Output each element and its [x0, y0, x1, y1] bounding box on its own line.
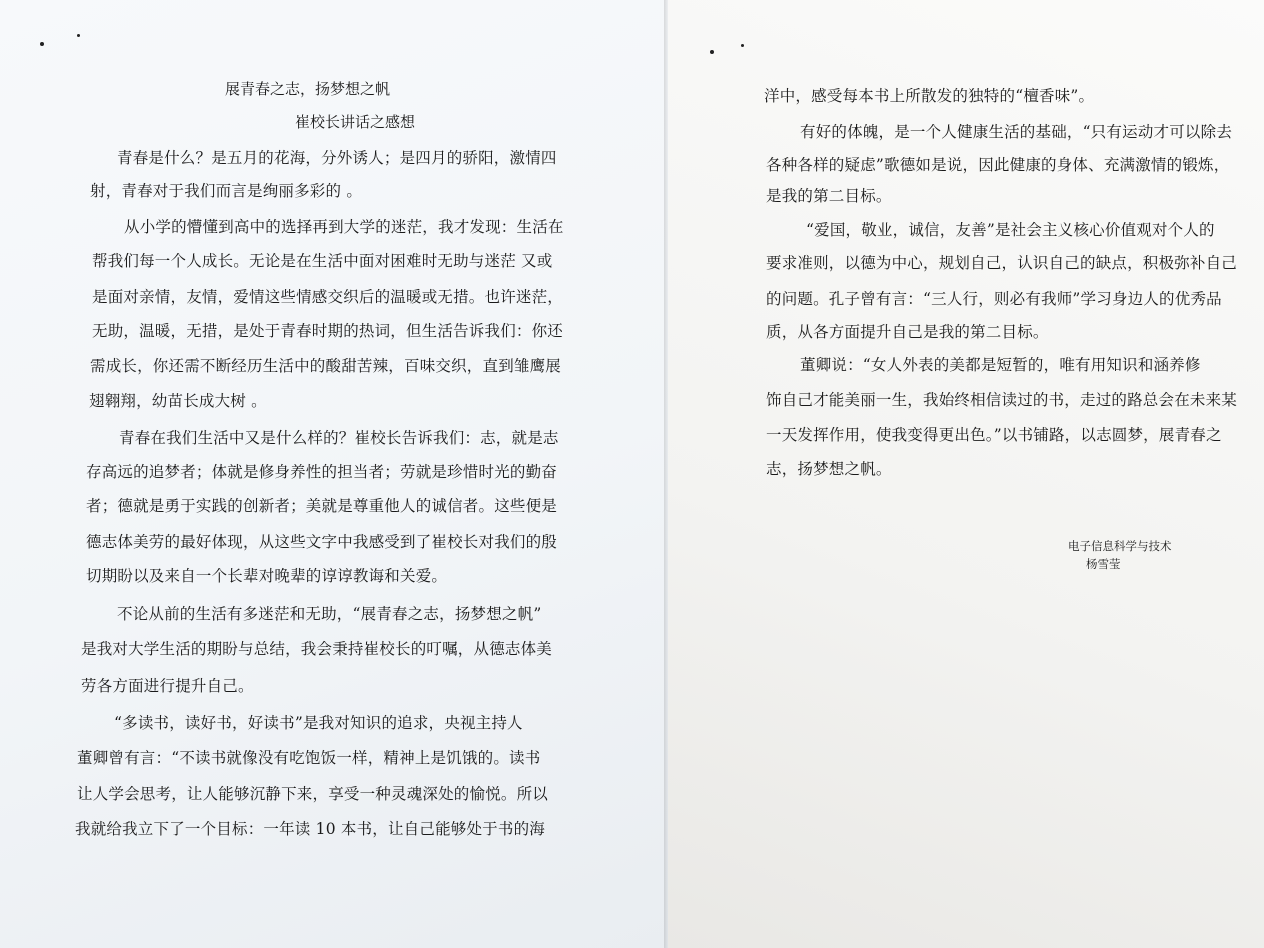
author-name: 杨雪莹	[1086, 557, 1121, 571]
paragraph-line: 切期盼以及来自一个长辈对晚辈的谆谆教诲和关爱。	[86, 567, 448, 585]
punch-hole-mark	[77, 34, 80, 37]
paragraph-line: 的问题。孔子曾有言：“三人行，则必有我师”学习身边人的优秀品	[766, 290, 1222, 308]
paragraph-line: 有好的体魄，是一个人健康生活的基础，“只有运动才可以除去	[800, 123, 1233, 141]
paragraph-line: 一天发挥作用，使我变得更出色。”以书铺路，以志圆梦，展青春之	[766, 426, 1222, 444]
paragraph-line: “多读书，读好书，好读书”是我对知识的追求，央视主持人	[114, 714, 523, 732]
paragraph-line: 青春在我们生活中又是什么样的？崔校长告诉我们：志，就是志	[119, 429, 559, 447]
paragraph-line: 帮我们每一个人成长。无论是在生活中面对困难时无助与迷茫 又或	[92, 252, 553, 270]
paragraph-line: 各种各样的疑虑”歌德如是说，因此健康的身体、充满激情的锻炼，	[766, 156, 1230, 174]
paragraph-line: 德志体美劳的最好体现，从这些文字中我感受到了崔校长对我们的殷	[86, 533, 558, 551]
essay-title: 展青春之志，扬梦想之帆	[225, 80, 391, 98]
author-major: 电子信息科学与技术	[1068, 539, 1172, 553]
paragraph-line: 存高远的追梦者；体就是修身养性的担当者；劳就是珍惜时光的勤奋	[86, 463, 558, 481]
paragraph-line: 董卿说：“女人外表的美都是短暂的，唯有用知识和涵养修	[800, 356, 1201, 374]
right-page	[668, 0, 1264, 948]
paragraph-line: 是面对亲情，友情，爱情这些情感交织后的温暖或无措。也许迷茫，	[92, 288, 564, 306]
punch-hole-mark	[710, 50, 714, 54]
paragraph-line: 射，青春对于我们而言是绚丽多彩的 。	[90, 182, 363, 200]
paragraph-line: 志，扬梦想之帆。	[766, 460, 892, 478]
paragraph-line: 让人学会思考，让人能够沉静下来，享受一种灵魂深处的愉悦。所以	[77, 785, 549, 803]
paragraph-line: 董卿曾有言：“不读书就像没有吃饱饭一样，精神上是饥饿的。读书	[77, 749, 541, 767]
paragraph-line: 我就给我立下了一个目标：一年读 10 本书，让自己能够处于书的海	[75, 820, 545, 838]
paragraph-line: “爱国，敬业，诚信，友善”是社会主义核心价值观对个人的	[806, 221, 1215, 239]
paragraph-line: 从小学的懵懂到高中的选择再到大学的迷茫，我才发现：生活在	[124, 218, 564, 236]
paragraph-line: 质，从各方面提升自己是我的第二目标。	[766, 323, 1049, 341]
paragraph-line: 是我对大学生活的期盼与总结，我会秉持崔校长的叮嘱，从德志体美	[81, 640, 553, 658]
punch-hole-mark	[40, 42, 44, 46]
paragraph-line: 是我的第二目标。	[766, 187, 892, 205]
paragraph-line: 劳各方面进行提升自己。	[81, 677, 254, 695]
essay-subtitle: 崔校长讲话之感想	[295, 113, 416, 131]
paragraph-line: 不论从前的生活有多迷茫和无助，“展青春之志，扬梦想之帆”	[117, 605, 542, 623]
paragraph-line: 饰自己才能美丽一生，我始终相信读过的书，走过的路总会在未来某	[766, 391, 1238, 409]
paragraph-line: 需成长，你还需不断经历生活中的酸甜苦辣，百味交织，直到雏鹰展	[90, 357, 562, 375]
paragraph-line: 青春是什么？是五月的花海，分外诱人；是四月的骄阳，激情四	[117, 149, 557, 167]
paragraph-line: 洋中，感受每本书上所散发的独特的“檀香味”。	[764, 87, 1095, 105]
paragraph-line: 翅翱翔，幼苗长成大树 。	[89, 392, 267, 410]
paragraph-line: 要求准则，以德为中心，规划自己，认识自己的缺点，积极弥补自己	[766, 254, 1238, 272]
punch-hole-mark	[741, 44, 744, 47]
paragraph-line: 者；德就是勇于实践的创新者；美就是尊重他人的诚信者。这些便是	[86, 497, 558, 515]
paragraph-line: 无助，温暖，无措，是处于青春时期的热词，但生活告诉我们：你还	[92, 322, 564, 340]
